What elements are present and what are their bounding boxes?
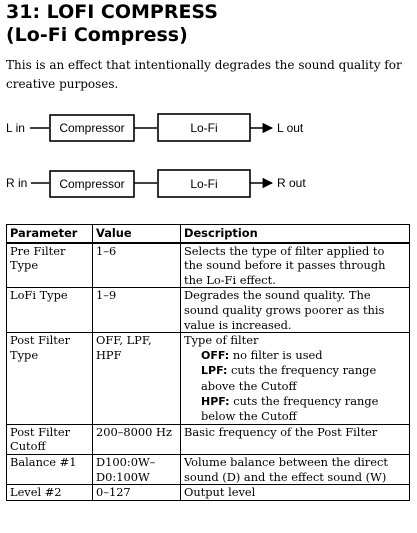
page-subtitle: (Lo-Fi Compress) — [6, 24, 188, 46]
table-row — [7, 485, 410, 501]
r-out-label: R out — [277, 176, 306, 190]
description-cell: Volume balance between the direct sound (D) and the effect sound (W) — [181, 454, 410, 484]
value-cell: 0–127 — [93, 485, 181, 501]
table-row — [7, 333, 410, 425]
value-cell: 1–9 — [93, 288, 181, 333]
table-row — [7, 288, 410, 333]
option-text: cuts the frequency range above the Cutoff — [201, 363, 377, 393]
parameter-table — [6, 224, 410, 501]
table-row — [7, 243, 410, 288]
description-cell: Selects the type of filter applied to the sound before it passes through the Lo-Fi effect. — [181, 243, 410, 288]
option-hpf — [184, 394, 406, 424]
intro-text: This is an effect that intentionally degrades the sound quality for creative purposes. — [6, 58, 402, 91]
page-title: 31: LOFI COMPRESS — [6, 1, 218, 23]
description-cell: Basic frequency of the Post Filter — [181, 424, 410, 454]
description-cell — [181, 333, 410, 425]
description-cell: Output level — [181, 485, 410, 501]
param-cell: Level #2 — [7, 485, 93, 501]
option-lpf — [184, 363, 406, 393]
l-lofi-label: Lo-Fi — [190, 121, 218, 135]
param-cell: LoFi Type — [7, 288, 93, 333]
value-cell: D100:0W–D0:100W — [93, 454, 181, 484]
value-cell: OFF, LPF, HPF — [93, 333, 181, 425]
table-header-row — [7, 225, 410, 243]
param-cell: Post Filter Cutoff — [7, 424, 93, 454]
option-key: OFF: — [201, 348, 230, 362]
value-cell: 200–8000 Hz — [93, 424, 181, 454]
l-in-label: L in — [6, 121, 25, 135]
description-text: Type of filter — [184, 333, 259, 348]
table-row — [7, 424, 410, 454]
header-description: Description — [181, 225, 410, 243]
r-lofi-label: Lo-Fi — [190, 177, 218, 191]
description-cell: Degrades the sound quality. The sound quality grows poorer as this value is increased. — [181, 288, 410, 333]
option-text: no filter is used — [232, 347, 323, 362]
header-parameter: Parameter — [7, 225, 93, 243]
r-compressor-label: Compressor — [59, 177, 125, 191]
option-text: cuts the frequency range below the Cutoff — [201, 393, 379, 424]
l-out-label: L out — [277, 121, 304, 135]
param-cell: Pre Filter Type — [7, 243, 93, 288]
param-cell: Balance #1 — [7, 454, 93, 484]
table-row — [7, 454, 410, 484]
param-cell: Post Filter Type — [7, 333, 93, 425]
signal-flow-diagram — [0, 0, 417, 215]
value-cell: 1–6 — [93, 243, 181, 288]
option-key: LPF: — [201, 364, 228, 378]
header-value: Value — [93, 225, 181, 243]
r-in-label: R in — [6, 176, 28, 190]
option-key: HPF: — [201, 394, 230, 408]
option-off — [184, 348, 406, 364]
l-compressor-label: Compressor — [59, 121, 125, 135]
